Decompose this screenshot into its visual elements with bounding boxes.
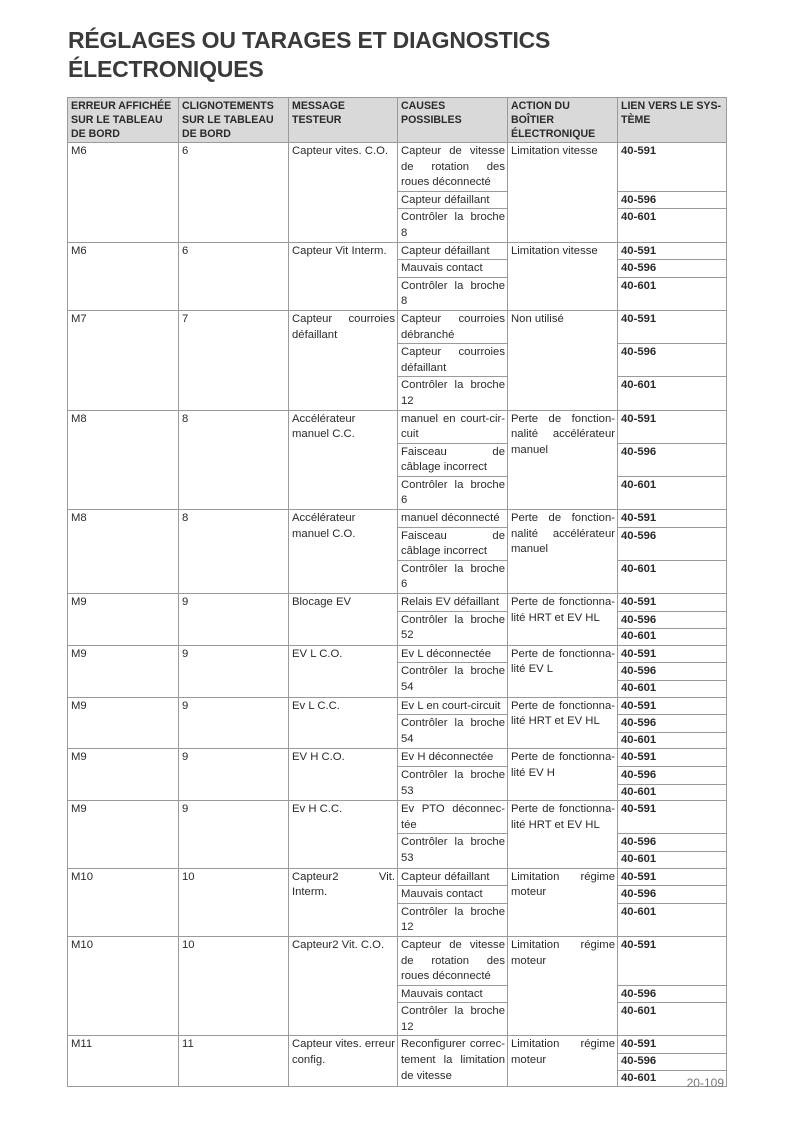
system-link-cell: 40-601: [618, 903, 727, 936]
cause-cell: Capteur défaillant: [398, 868, 508, 886]
error-code-cell: M6: [68, 242, 179, 310]
blinks-cell: 7: [179, 310, 289, 410]
blinks-cell: 10: [179, 868, 289, 936]
cause-cell: Mauvais contact: [398, 886, 508, 904]
page-title-line-1: RÉGLAGES OU TARAGES ET DIAGNOSTICS: [68, 27, 551, 53]
error-code-cell: M11: [68, 1036, 179, 1087]
cause-cell: Ev L en court-circuit: [398, 697, 508, 715]
cause-cell: Capteur courroies débranché: [398, 310, 508, 343]
blinks-cell: 9: [179, 749, 289, 801]
ecu-action-cell: Perte de fonctionna-lité HRT et EV HL: [508, 594, 618, 646]
cause-cell: Capteur défaillant: [398, 191, 508, 209]
system-link-cell: 40-601: [618, 1003, 727, 1036]
system-link-cell: 40-591: [618, 749, 727, 767]
tester-message-cell: Capteur2 Vit. Interm.: [289, 868, 398, 936]
system-link-cell: [618, 834, 727, 868]
ecu-action-cell: Perte de fonction-nalité accélérateur manuel: [508, 510, 618, 594]
ecu-action-cell: Perte de fonction-nalité accélérateur manuel: [508, 410, 618, 510]
system-link-cell: 40-591: [618, 645, 727, 663]
table-row: [68, 410, 727, 443]
tester-message-cell: Capteur courroies défaillant: [289, 310, 398, 410]
header-system-link: LIEN VERS LE SYS-TÈME: [618, 98, 727, 143]
tester-message-cell: EV H C.O.: [289, 749, 398, 801]
system-link-line: 40-596: [621, 613, 657, 626]
tester-message-cell: Ev H C.C.: [289, 801, 398, 868]
system-link-line: 40-596: [621, 768, 657, 781]
cause-cell: Relais EV défaillant: [398, 594, 508, 612]
table-row: [68, 936, 727, 985]
error-code-cell: M6: [68, 143, 179, 243]
blinks-cell: 9: [179, 645, 289, 697]
cause-cell: manuel en court-cir-cuit: [398, 410, 508, 443]
system-link-line: 40-601: [618, 732, 726, 749]
tester-message-cell: Capteur2 Vit. C.O.: [289, 936, 398, 1036]
tester-message-cell: Capteur vites. erreur config.: [289, 1036, 398, 1087]
cause-cell: Contrôler la broche 54: [398, 715, 508, 749]
cause-cell: Capteur de vitesse de rotation des roues déconnecté: [398, 936, 508, 985]
cause-cell: Capteur défaillant: [398, 242, 508, 260]
error-code-cell: M10: [68, 936, 179, 1036]
cause-cell: Contrôler la broche 8: [398, 277, 508, 310]
ecu-action-cell: Perte de fonctionna-lité EV H: [508, 749, 618, 801]
cause-cell: Contrôler la broche 12: [398, 377, 508, 410]
table-row: [68, 868, 727, 886]
blinks-cell: 9: [179, 594, 289, 646]
table-header-row: [68, 98, 727, 143]
blinks-cell: 6: [179, 242, 289, 310]
system-link-line: 40-596: [618, 1053, 726, 1070]
system-link-line: 40-591: [621, 1038, 657, 1051]
header-ecu-action: ACTION DU BOÎTIER ÉLECTRONIQUE: [508, 98, 618, 143]
blinks-cell: 8: [179, 410, 289, 510]
cause-cell: Reconfigurer correc-tement la limitation de vitesse: [398, 1036, 508, 1087]
ecu-action-cell: Perte de fonctionna-lité HRT et EV HL: [508, 697, 618, 749]
cause-cell: Ev PTO déconnec-tée: [398, 801, 508, 834]
cause-cell: Faisceau de câblage incorrect: [398, 527, 508, 560]
ecu-action-cell: Perte de fonctionna-lité EV L: [508, 645, 618, 697]
tester-message-cell: EV L C.O.: [289, 645, 398, 697]
page-title: [68, 26, 550, 84]
cause-cell: Mauvais contact: [398, 260, 508, 278]
error-code-cell: M9: [68, 697, 179, 749]
cause-cell: Contrôler la broche 6: [398, 560, 508, 593]
system-link-cell: 40-596: [618, 260, 727, 278]
ecu-action-cell: Perte de fonctionna-lité HRT et EV HL: [508, 801, 618, 868]
ecu-action-cell: Limitation vitesse: [508, 242, 618, 310]
system-link-cell: 40-591: [618, 697, 727, 715]
blinks-cell: 9: [179, 801, 289, 868]
table-row: [68, 697, 727, 715]
system-link-cell: 40-596: [618, 527, 727, 560]
cause-cell: Contrôler la broche 54: [398, 663, 508, 697]
table-row: [68, 594, 727, 612]
cause-cell: manuel déconnecté: [398, 510, 508, 528]
system-link-cell: 40-591: [618, 143, 727, 192]
system-link-cell: [618, 611, 727, 645]
table-row: [68, 310, 727, 343]
cause-cell: Contrôler la broche 8: [398, 209, 508, 242]
cause-cell: Capteur courroies défaillant: [398, 344, 508, 377]
tester-message-cell: Capteur Vit Interm.: [289, 242, 398, 310]
cause-cell: Contrôler la broche 6: [398, 476, 508, 509]
blinks-cell: 6: [179, 143, 289, 243]
system-link-line: 40-601: [618, 628, 726, 645]
system-link-line: 40-601: [618, 1070, 726, 1087]
error-code-cell: M9: [68, 594, 179, 646]
table-row: [68, 645, 727, 663]
error-code-cell: M9: [68, 645, 179, 697]
diagnostics-table: [67, 97, 727, 1087]
system-link-cell: 40-591: [618, 510, 727, 528]
cause-cell: Contrôler la broche 53: [398, 834, 508, 868]
blinks-cell: 9: [179, 697, 289, 749]
header-possible-causes: CAUSES POSSIBLES: [398, 98, 508, 143]
system-link-cell: 40-596: [618, 443, 727, 476]
system-link-cell: 40-596: [618, 985, 727, 1003]
error-code-cell: M8: [68, 510, 179, 594]
system-link-line: 40-601: [618, 851, 726, 868]
system-link-cell: 40-596: [618, 886, 727, 904]
error-code-cell: M8: [68, 410, 179, 510]
error-code-cell: M9: [68, 801, 179, 868]
table-row: [68, 801, 727, 834]
system-link-cell: [618, 663, 727, 697]
cause-cell: Contrôler la broche 52: [398, 611, 508, 645]
blinks-cell: 10: [179, 936, 289, 1036]
table-row: [68, 242, 727, 260]
system-link-line: 40-601: [618, 784, 726, 801]
header-blinks: CLIGNOTEMENTS SUR LE TABLEAU DE BORD: [179, 98, 289, 143]
ecu-action-cell: Limitation régime moteur: [508, 936, 618, 1036]
header-error-code: ERREUR AFFICHÉE SUR LE TABLEAU DE BORD: [68, 98, 179, 143]
system-link-cell: 40-591: [618, 410, 727, 443]
system-link-cell: 40-596: [618, 344, 727, 377]
cause-cell: Capteur de vitesse de rotation des roues déconnecté: [398, 143, 508, 192]
table-row: [68, 1036, 727, 1087]
error-code-cell: M9: [68, 749, 179, 801]
error-code-cell: M10: [68, 868, 179, 936]
system-link-cell: 40-591: [618, 594, 727, 612]
system-link-cell: 40-601: [618, 476, 727, 509]
system-link-cell: 40-591: [618, 936, 727, 985]
tester-message-cell: Ev L C.C.: [289, 697, 398, 749]
header-tester-message: MESSAGE TESTEUR: [289, 98, 398, 143]
system-link-cell: [618, 766, 727, 800]
cause-cell: Contrôler la broche 12: [398, 1003, 508, 1036]
cause-cell: Ev L déconnectée: [398, 645, 508, 663]
table-body: [68, 143, 727, 1087]
tester-message-cell: Accélérateur manuel C.O.: [289, 510, 398, 594]
cause-cell: Ev H déconnectée: [398, 749, 508, 767]
ecu-action-cell: Limitation régime moteur: [508, 1036, 618, 1087]
tester-message-cell: Capteur vites. C.O.: [289, 143, 398, 243]
system-link-cell: 40-601: [618, 560, 727, 593]
system-link-cell: 40-591: [618, 242, 727, 260]
system-link-line: 40-596: [621, 836, 657, 849]
error-code-cell: M7: [68, 310, 179, 410]
cause-cell: Faisceau de câblage incorrect: [398, 443, 508, 476]
system-link-line: 40-596: [621, 665, 657, 678]
page-number: 20-109: [686, 1076, 724, 1090]
system-link-cell: 40-601: [618, 209, 727, 242]
system-link-cell: 40-601: [618, 377, 727, 410]
system-link-cell: 40-591: [618, 310, 727, 343]
cause-cell: Mauvais contact: [398, 985, 508, 1003]
tester-message-cell: Accélérateur manuel C.C.: [289, 410, 398, 510]
cause-cell: Contrôler la broche 53: [398, 766, 508, 800]
ecu-action-cell: Limitation régime moteur: [508, 868, 618, 936]
page-title-line-2: ÉLECTRONIQUES: [68, 56, 264, 82]
table-row: [68, 510, 727, 528]
system-link-cell: 40-596: [618, 191, 727, 209]
ecu-action-cell: Limitation vitesse: [508, 143, 618, 243]
table-row: [68, 143, 727, 192]
ecu-action-cell: Non utilisé: [508, 310, 618, 410]
table-row: [68, 749, 727, 767]
cause-cell: Contrôler la broche 12: [398, 903, 508, 936]
system-link-line: 40-601: [618, 680, 726, 697]
system-link-cell: 40-591: [618, 868, 727, 886]
system-link-cell: 40-601: [618, 277, 727, 310]
tester-message-cell: Blocage EV: [289, 594, 398, 646]
system-link-line: 40-596: [621, 717, 657, 730]
blinks-cell: 11: [179, 1036, 289, 1087]
blinks-cell: 8: [179, 510, 289, 594]
system-link-cell: [618, 715, 727, 749]
system-link-cell: 40-591: [618, 801, 727, 834]
